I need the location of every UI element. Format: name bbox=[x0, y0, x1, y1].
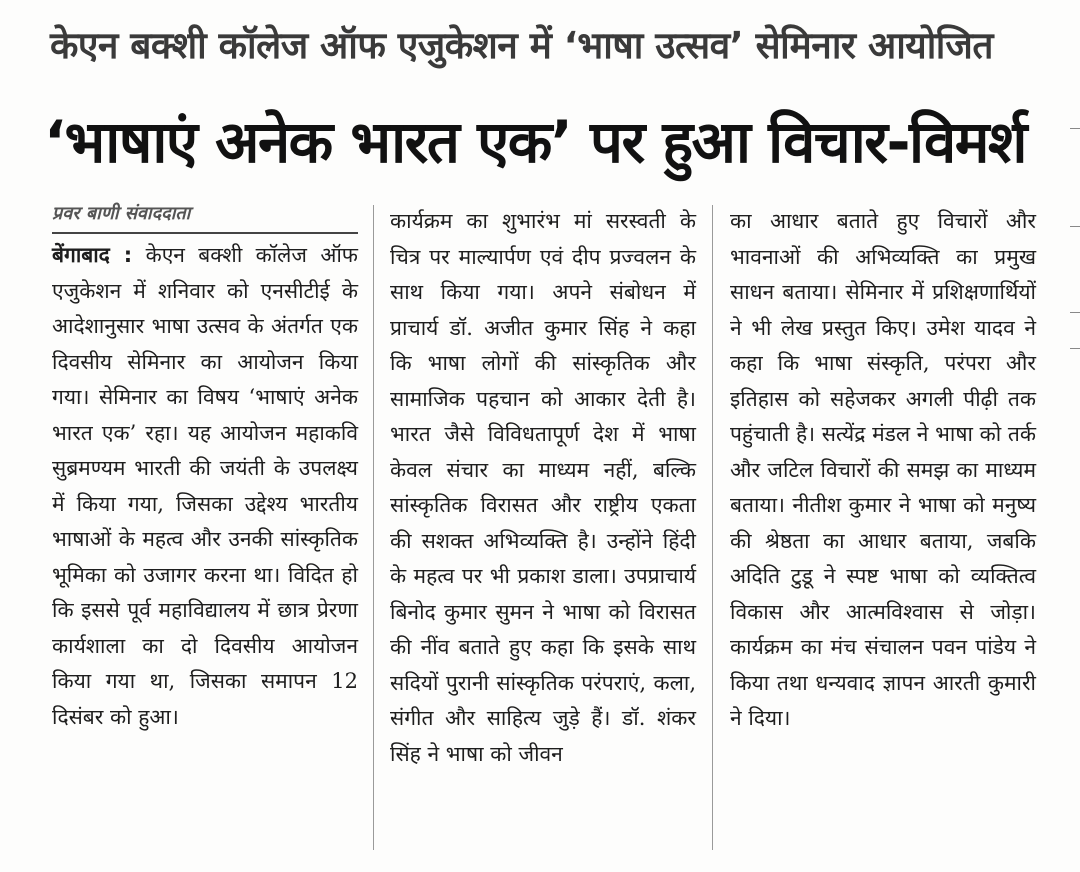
byline: प्रवर बाणी संवाददाता bbox=[52, 196, 358, 234]
column-1-body: केएन बक्शी कॉलेज ऑफ एजुकेशन में शनिवार को एनसीटीई के आदेशानुसार भाषा उत्सव के अंतर्गत एक दिवसीय सेमिनार का आयोजन किया गया। सेमिनार का विषय ‘भाषाएं अनेक भारत एक’ रहा। यह आयोजन महाकवि सुब्रमण्यम भारती की जयंती के उपलक्ष्य में किया गया, जिसका उद्देश्य भारतीय भाषाओं के महत्व और उनकी सांस्कृतिक भूमिका को उजागर करना था। विदित हो कि इससे पूर्व महाविद्यालय में छात्र प्रेरणा कार्यशाला का दो दिवसीय आयोजन किया गया था, जिसका समापन 12 दिसंबर को हुआ। bbox=[52, 243, 358, 729]
column-divider bbox=[712, 205, 713, 850]
article-column-3 bbox=[730, 204, 1036, 864]
main-headline: ‘भाषाएं अनेक भारत एक’ पर हुआ विचार-विमर्श bbox=[44, 108, 1026, 176]
dateline: बेंगाबाद : bbox=[52, 243, 133, 267]
kicker-headline: केएन बक्शी कॉलेज ऑफ एजुकेशन में ‘भाषा उत्सव’ सेमिनार आयोजित bbox=[50, 24, 993, 67]
page-edge-mark bbox=[1070, 226, 1080, 227]
page-edge-mark bbox=[1070, 348, 1080, 349]
page-edge-mark bbox=[1070, 312, 1080, 313]
column-1-text bbox=[52, 238, 358, 735]
article-column-2 bbox=[390, 204, 696, 864]
page-edge-mark bbox=[1070, 128, 1080, 129]
column-3-text: का आधार बताते हुए विचारों और भावनाओं की अभिव्यक्ति का प्रमुख साधन बताया। सेमिनार में प्रशिक्षणार्थियों ने भी लेख प्रस्तुत किए। उमेश यादव ने कहा कि भाषा संस्कृति, परंपरा और इतिहास को सहेजकर अगली पीढ़ी तक पहुंचाती है। सत्येंद्र मंडल ने भाषा को तर्क और जटिल विचारों की समझ का माध्यम बताया। नीतीश कुमार ने भाषा को मनुष्य की श्रेष्ठता का आधार बताया, जबकि अदिति टुडू ने स्पष्ट भाषा को व्यक्तित्व विकास और आत्मविश्वास से जोड़ा। कार्यक्रम का मंच संचालन पवन पांडेय ने किया तथा धन्यवाद ज्ञापन आरती कुमारी ने दिया। bbox=[730, 209, 1036, 730]
column-2-text: कार्यक्रम का शुभारंभ मां सरस्वती के चित्र पर माल्यार्पण एवं दीप प्रज्वलन के साथ किया गया। अपने संबोधन में प्राचार्य डॉ. अजीत कुमार सिंह ने कहा कि भाषा लोगों की सांस्कृतिक और सामाजिक पहचान को आकार देती है। भारत जैसे विविधतापूर्ण देश में भाषा केवल संचार का माध्यम नहीं, बल्कि सांस्कृतिक विरासत और राष्ट्रीय एकता की सशक्त अभिव्यक्ति है। उन्होंने हिंदी के महत्व पर भी प्रकाश डाला। उपप्राचार्य बिनोद कुमार सुमन ने भाषा को विरासत की नींव बताते हुए कहा कि इसके साथ सदियों पुरानी सांस्कृतिक परंपराएं, कला, संगीत और साहित्य जुड़े हैं। डॉ. शंकर सिंह ने भाषा को जीवन bbox=[390, 209, 696, 766]
article-column-1 bbox=[52, 196, 358, 856]
column-divider bbox=[373, 205, 374, 850]
